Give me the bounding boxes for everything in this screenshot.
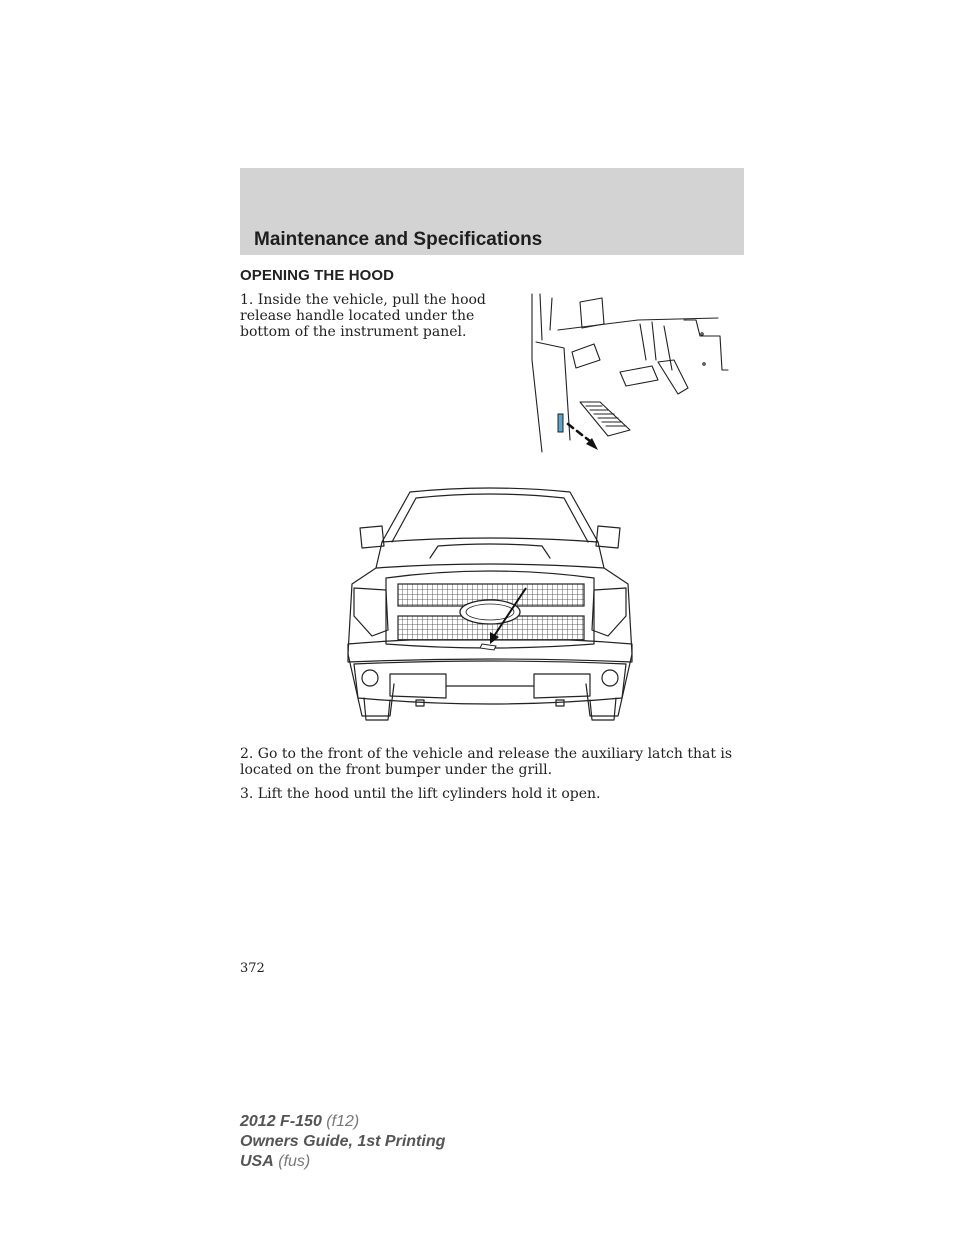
hood-release-illustration (528, 290, 734, 458)
section-header-band (240, 168, 744, 255)
page-number: 372 (240, 961, 265, 976)
footer-model: 2012 F-150 (240, 1113, 322, 1130)
section-title: Maintenance and Specifications (254, 229, 543, 250)
step-2-text: 2. Go to the front of the vehicle and release the auxiliary latch that is located on the front bumper under the grill. (240, 746, 733, 778)
truck-front-illustration (342, 484, 638, 724)
step-3-text: 3. Lift the hood until the lift cylinders hold it open. (240, 786, 601, 802)
step-1-text: 1. Inside the vehicle, pull the hood release handle located under the bottom of the instrument panel. (240, 292, 486, 340)
footer-region: USA (240, 1153, 274, 1170)
section-heading: OPENING THE HOOD (240, 267, 395, 284)
footer-region-code: (fus) (278, 1153, 311, 1170)
footer-model-line (240, 1112, 445, 1132)
footer-guide: Owners Guide, 1st Printing (240, 1133, 446, 1150)
footer-region-line (240, 1152, 445, 1172)
document-footer (240, 1112, 445, 1172)
footer-model-code: (f12) (326, 1113, 360, 1130)
